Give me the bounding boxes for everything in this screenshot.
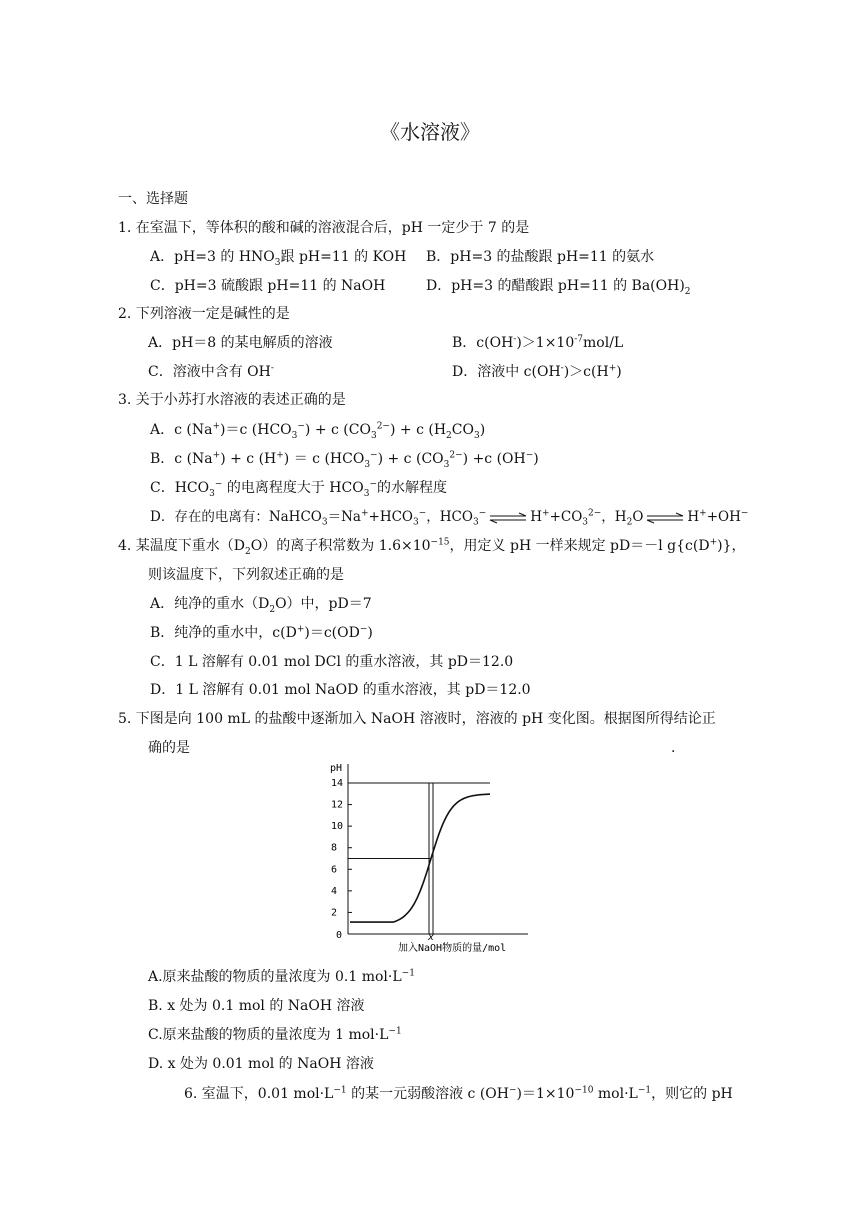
q5-stem-line1: 5. 下图是向 100 mL 的盐酸中逐渐加入 NaOH 溶液时，溶液的 pH 变化图。根据图所得结论正	[118, 711, 716, 727]
q2-stem: 2. 下列溶液一定是碱性的是	[118, 306, 290, 322]
titration-curve-chart	[318, 758, 558, 956]
page-title: 《水溶液》	[380, 120, 480, 144]
q5-option-b: B. x 处为 0.1 mol 的 NaOH 溶液	[148, 998, 365, 1014]
equilibrium-arrow-icon	[486, 511, 530, 525]
y-tick-label: 8	[331, 842, 338, 854]
q4-option-b: B．纯净的重水中，c(D+)＝c(OD−)	[150, 624, 373, 641]
q1-option-b: B．pH=3 的盐酸跟 pH=11 的氨水	[426, 249, 655, 265]
y-tick-label: 4	[331, 885, 338, 897]
origin-label: 0	[336, 930, 343, 941]
y-tick-label: 14	[331, 778, 344, 789]
q1-option-c: C．pH=3 硫酸跟 pH=11 的 NaOH	[150, 278, 386, 294]
q5-option-d: D. x 处为 0.01 mol 的 NaOH 溶液	[148, 1056, 374, 1072]
q5-stem-line2: 确的是	[148, 740, 190, 756]
y-tick-label: 6	[331, 864, 338, 876]
q4-option-a: A．纯净的重水$(D_2O)$中，pD＝7	[150, 596, 372, 615]
equilibrium-arrow-icon	[643, 511, 687, 525]
q2-option-c: C．溶液中含有 OH-	[148, 363, 274, 380]
q3-option-a: A．c (Na+)＝c $(HCO_3^-) + c$ $(CO_3^{2-}) + c$ $(H_2CO_3)$	[150, 421, 486, 441]
q2-option-b: B．$c(OH^-)>1\times 10^{-7}mol/L$	[452, 334, 624, 351]
y-tick-label: 2	[331, 907, 338, 919]
section-heading: 一、选择题	[118, 191, 188, 207]
q3-option-b: B．c (Na+) + c (H+) ＝ c $(HCO_3^-) + c$ $(CO_3^{2-}) +c$ (OH−)	[150, 450, 539, 470]
q5-option-c: C.原来盐酸的物质的量浓度为 1 $mol\cdot L^{-1}$	[148, 1026, 402, 1043]
q4-option-d: D．1 L 溶解有 0.01 mol NaOD 的重水溶液，其 pD＝12.0	[150, 682, 531, 698]
q2-option-d: D．溶液中 c(OH-)＞c(H+)	[452, 363, 622, 380]
q3-option-d: D．存在的电离有：$NaHCO_3=Na^++HCO_3^-$，$HCO_3^-$ $H^++CO_3^{2-}$，$H_2O$ H++OH−	[150, 508, 749, 528]
chart-axes	[348, 764, 528, 934]
y-tick-label: 10	[331, 821, 344, 833]
y-axis-label: pH	[330, 763, 343, 774]
q3-stem: 3. 关于小苏打水溶液的表述正确的是	[118, 392, 346, 408]
q4-stem-line1: 4. 某温度下重水$(D_2O)$的离子积常数为 $1.6\times 10^{-15}$，用定义 pH 一样来规定 pD＝－l g{c(D+)}，	[118, 537, 746, 557]
q3-option-c: C．$HCO_3^-$ 的电离程度大于 $HCO_3^-$的水解程度	[150, 479, 447, 499]
q5-option-a: A.原来盐酸的物质的量浓度为 0.1 $mol\cdot L^{-1}$	[148, 968, 415, 985]
y-tick-label: 12	[331, 799, 344, 811]
x-tick-label: x	[428, 932, 435, 943]
q1-stem: 1. 在室温下，等体积的酸和碱的溶液混合后，pH 一定少于 7 的是	[118, 220, 530, 236]
q5-stem-period: .	[671, 740, 676, 756]
q4-option-c: C．1 L 溶解有 0.01 mol DCl 的重水溶液，其 pD＝12.0	[150, 654, 514, 670]
x-axis-label: 加入NaOH物质的量/mol	[398, 943, 507, 954]
q1-option-a: A．pH=3 的 $HNO_3$跟 pH=11 的 KOH	[150, 249, 407, 268]
q1-option-d: D．pH=3 的醋酸跟 pH=11 的 $Ba(OH)_2$	[426, 278, 691, 297]
q4-stem-line2: 则该温度下，下列叙述正确的是	[148, 567, 344, 583]
q2-option-a: A．pH＝8 的某电解质的溶液	[148, 335, 333, 351]
q6-stem: 6. 室温下，0.01 $mol\cdot L^{-1}$ 的某一元弱酸溶液 c $(OH^-)=1\times 10^{-10}$ $mol\cdot L^{-1}$，则它的 pH	[184, 1085, 733, 1102]
